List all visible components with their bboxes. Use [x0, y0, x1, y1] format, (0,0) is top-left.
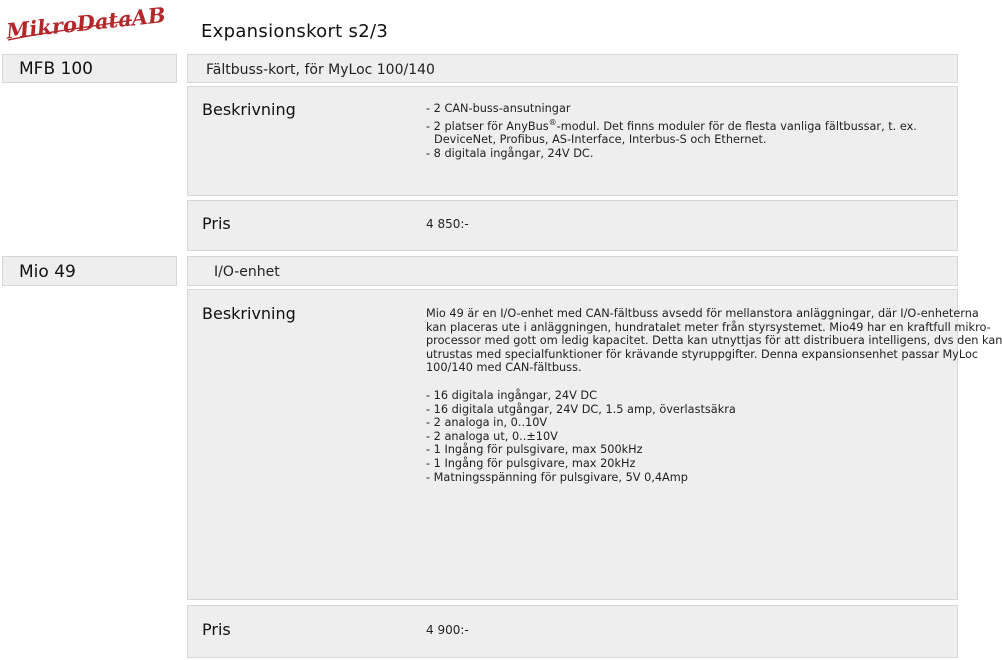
description-block: [187, 289, 1002, 600]
description-text: [426, 102, 946, 160]
price-value: 4 850:-: [426, 217, 469, 231]
product-code: MFB 100: [19, 59, 93, 79]
description-line: DeviceNet, Profibus, AS-Interface, Interbus-S och Ethernet.: [434, 132, 767, 146]
logo-text: MikroDataAB: [4, 2, 167, 44]
product-subtitle: I/O-enhet: [214, 264, 280, 280]
page-title: Expansionskort s2/3: [201, 21, 389, 42]
product-subtitle-band: [187, 256, 958, 286]
spec-item: - 16 digitala ingångar, 24V DC: [426, 388, 598, 402]
description-heading: Beskrivning: [202, 100, 296, 119]
price-block: [187, 200, 958, 251]
price-heading: Pris: [202, 620, 231, 639]
product-code: Mio 49: [19, 262, 76, 282]
description-heading: Beskrivning: [202, 304, 296, 323]
price-heading: Pris: [202, 214, 231, 233]
registered-mark: ®: [548, 117, 557, 127]
spec-item: - 1 Ingång för pulsgivare, max 500kHz: [426, 443, 643, 457]
spec-item: - 2 analoga in, 0..10V: [426, 416, 548, 430]
product-code-band: [2, 54, 177, 83]
spec-item: - 2 analoga ut, 0..±10V: [426, 429, 558, 443]
product-subtitle-band: [187, 54, 958, 83]
spec-item: - 16 digitala utgångar, 24V DC, 1.5 amp, överlastsäkra: [426, 402, 736, 416]
price-block: [187, 605, 958, 658]
description-line-anybus: - 2 platser för AnyBus®-modul. Det finns moduler för de flesta vanliga fältbussar, t. ex.: [426, 117, 917, 133]
spacer: [426, 375, 946, 389]
product-subtitle: Fältbuss-kort, för MyLoc 100/140: [206, 62, 435, 78]
description-line: - 2 CAN-buss-ansutningar: [426, 102, 571, 115]
description-paragraph-line: kan placeras ute i anläggningen, hundratalet meter från styrsystemet. Mio49 har en kraftfull mikro-: [426, 320, 991, 334]
description-paragraph-line: 100/140 med CAN-fältbuss.: [426, 361, 582, 375]
description-line: - 8 digitala ingångar, 24V DC.: [426, 146, 594, 160]
description-paragraph-line: processor med gott om ledig kapacitet. Detta kan utnyttjas för att distribuera intelligens, dvs den kan: [426, 334, 1002, 348]
description-paragraph-line: utrustas med specialfunktioner för krävande styruppgifter. Denna expansionsenhet passar MyLoc: [426, 347, 979, 361]
description-text: [426, 307, 1002, 484]
description-block: [187, 86, 958, 196]
price-value: 4 900:-: [426, 623, 469, 637]
product-code-band: [2, 256, 177, 286]
spec-item: - Matningsspänning för pulsgivare, 5V 0,4Amp: [426, 470, 688, 484]
mikrodata-logo: [4, 2, 167, 48]
spec-item: - 1 Ingång för pulsgivare, max 20kHz: [426, 456, 636, 470]
description-paragraph-line: Mio 49 är en I/O-enhet med CAN-fältbuss avsedd för mellanstora anläggningar, där I/O-enheterna: [426, 307, 979, 320]
